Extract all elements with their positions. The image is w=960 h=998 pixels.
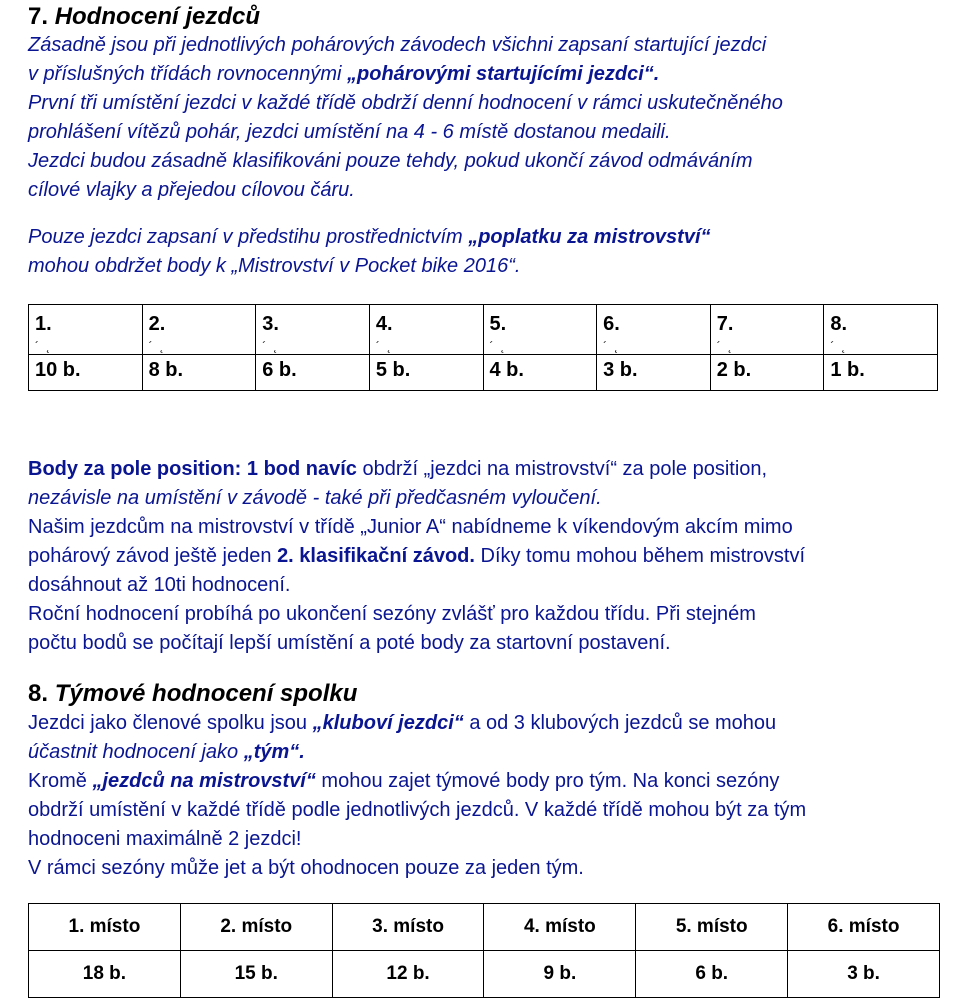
table-cell: 5. místo (636, 904, 788, 951)
text-span: Při stejném (650, 603, 756, 625)
text-span: mohou zajet týmové body pro tým. Na konci sezóny (315, 770, 780, 792)
points-table-team (28, 903, 940, 998)
text-span: účastnit hodnocení jako (28, 741, 244, 763)
table-cell: 12 b. (332, 951, 484, 998)
paragraph-line: nezávisle na umístění v závodě - také při předčasném vyloučení. (28, 487, 602, 509)
table-cell: 5. ´ ˛ (483, 305, 597, 355)
bold-span: „tým“. (243, 741, 305, 763)
text-span: „jezdci na mistrovství“ za pole position, (423, 458, 768, 480)
table-row-points (29, 355, 938, 391)
text-span: Jezdci jako členové spolku jsou (28, 712, 313, 734)
paragraph-line: obdrží umístění v každé třídě podle jednotlivých jezdců. V každé třídě mohou být za tým (28, 799, 807, 821)
table-row-points (29, 951, 940, 998)
table-cell: 18 b. (29, 951, 181, 998)
table-cell: 3. místo (332, 904, 484, 951)
paragraph-line: V rámci sezóny může jet a být ohodnocen pouze za jeden tým. (28, 857, 584, 879)
table-cell: 15 b. (180, 951, 332, 998)
bold-span: „kluboví jezdci“ (312, 712, 464, 734)
table-cell: 5 b. (369, 355, 483, 391)
section-7-registration (28, 223, 711, 281)
table-cell: 2. místo (180, 904, 332, 951)
text-span: pohárový závod ještě jeden (28, 545, 278, 567)
pole-position-section (28, 455, 805, 658)
table-cell: 6. ´ ˛ (597, 305, 711, 355)
text-span: a od 3 klubových jezdců se mohou (463, 712, 777, 734)
heading-text: Týmové hodnocení spolku (54, 680, 358, 707)
paragraph-line: dosáhnout až 10ti hodnocení. (28, 574, 291, 596)
table-cell: 3 b. (788, 951, 940, 998)
table-cell: 8 b. (142, 355, 256, 391)
table-cell: 2 b. (710, 355, 824, 391)
table-cell: 2. ´ ˛ (142, 305, 256, 355)
section-8 (28, 679, 806, 883)
table-cell: 3. ´ ˛ (256, 305, 370, 355)
text-span: Pouze jezdci zapsaní v předstihu prostřednictvím (28, 226, 469, 248)
table-cell: 8. ´ ˛ (824, 305, 938, 355)
table-cell: 7. ´ ˛ (710, 305, 824, 355)
text-span: Roční hodnocení probíhá po ukončení sezóny zvlášť pro každou třídu. (28, 603, 651, 625)
section-7-heading (28, 2, 260, 32)
section-7-body (28, 31, 783, 205)
bold-span: „pohárovými startujícími jezdci“. (347, 63, 660, 85)
heading-number: 8. (28, 680, 49, 707)
text-span: Díky tomu mohou během mistrovství (474, 545, 806, 567)
bold-span: „jezdců na mistrovství“ (92, 770, 316, 792)
table-cell: 6. místo (788, 904, 940, 951)
paragraph-line (28, 709, 806, 738)
paragraph-line: Jezdci budou zásadně klasifikováni pouze tehdy, pokud ukončí závod odmáváním (28, 150, 753, 172)
paragraph-line: Našim jezdcům na mistrovství v třídě „Junior A“ nabídneme k víkendovým akcím mimo (28, 516, 793, 538)
bold-span: „poplatku za mistrovství“ (468, 226, 711, 248)
paragraph-line: počtu bodů se počítají lepší umístění a poté body za startovní postavení. (28, 632, 671, 654)
section-8-heading (28, 679, 806, 709)
table-cell: 1. ´ ˛ (29, 305, 143, 355)
paragraph-line (28, 767, 806, 796)
table-cell: 10 b. (29, 355, 143, 391)
bold-span: 2. klasifikační závod. (277, 545, 475, 567)
paragraph-line: hodnoceni maximálně 2 jezdci! (28, 828, 302, 850)
text-span: v příslušných třídách rovnocennými (28, 63, 348, 85)
table-cell: 1 b. (824, 355, 938, 391)
points-table-riders (28, 304, 938, 391)
heading-number: 7. (28, 3, 49, 30)
paragraph-line (28, 600, 805, 629)
table-row-places (29, 305, 938, 355)
table-cell: 4. ´ ˛ (369, 305, 483, 355)
paragraph-line: Zásadně jsou při jednotlivých pohárových závodech všichni zapsaní startující jezdci (28, 34, 767, 56)
table-cell: 4 b. (483, 355, 597, 391)
table-cell: 4. místo (484, 904, 636, 951)
paragraph-line (28, 223, 711, 252)
paragraph-line (28, 455, 805, 484)
table-cell: 9 b. (484, 951, 636, 998)
text-span: Kromě (28, 770, 93, 792)
table-cell: 6 b. (636, 951, 788, 998)
table-cell: 6 b. (256, 355, 370, 391)
text-span: obdrží (356, 458, 424, 480)
paragraph-line: cílové vlajky a přejedou cílovou čáru. (28, 179, 355, 201)
paragraph-line: mohou obdržet body k „Mistrovství v Pocket bike 2016“. (28, 255, 521, 277)
paragraph-line (28, 738, 806, 767)
heading-text: Hodnocení jezdců (54, 3, 261, 30)
table-row-places (29, 904, 940, 951)
paragraph-line (28, 542, 805, 571)
bold-span: Body za pole position: 1 bod navíc (28, 458, 357, 480)
table-cell: 1. místo (29, 904, 181, 951)
table-cell: 3 b. (597, 355, 711, 391)
paragraph-line (28, 60, 783, 89)
paragraph-line: První tři umístění jezdci v každé třídě obdrží denní hodnocení v rámci uskutečněného (28, 92, 783, 114)
paragraph-line: prohlášení vítězů pohár, jezdci umístění na 4 - 6 místě dostanou medaili. (28, 121, 671, 143)
